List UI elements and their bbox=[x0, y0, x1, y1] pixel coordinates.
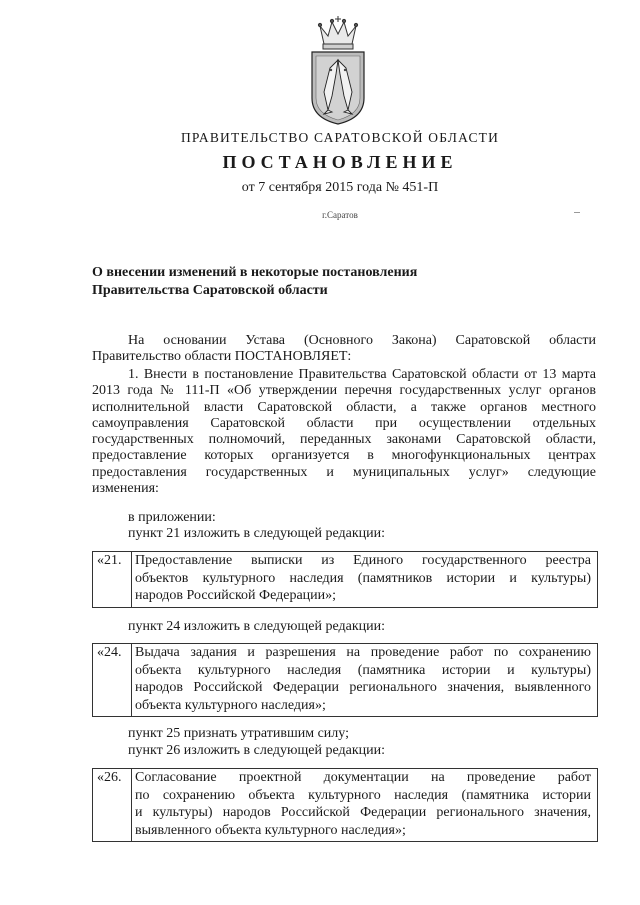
item-21-intro: пункт 21 изложить в следующей редакции: bbox=[128, 526, 385, 541]
text-line: предоставления государственных и муниципальных услуг» следующие bbox=[92, 464, 596, 480]
text-line: народов Российской Федерации регионального значения, выявленного bbox=[135, 680, 591, 695]
title-line: Правительства Саратовской области bbox=[92, 283, 328, 298]
item-26-intro: пункт 26 изложить в следующей редакции: bbox=[128, 743, 385, 758]
text-line: народов Российской Федерации»; bbox=[135, 588, 337, 603]
text-line: и культуры) народов Российской Федерации регионального значения, bbox=[135, 805, 591, 820]
item-25-line: пункт 25 признать утратившим силу; bbox=[128, 726, 349, 741]
text-line: предоставление которых организуется в многофункциональных центрах bbox=[92, 448, 596, 464]
item-24-intro: пункт 24 изложить в следующей редакции: bbox=[128, 619, 385, 634]
text-line: изменения: bbox=[92, 481, 159, 497]
document-title bbox=[92, 264, 417, 300]
document-city: г.Саратов bbox=[322, 210, 358, 220]
government-name: ПРАВИТЕЛЬСТВО САРАТОВСКОЙ ОБЛАСТИ bbox=[180, 130, 500, 145]
text-line: государственных полномочий, переданных законами Саратовской области, bbox=[92, 432, 596, 448]
text-line: объекта культурного наследия (памятника истории и культуры) bbox=[135, 662, 591, 678]
item-number: «26. bbox=[93, 769, 132, 841]
text-line: по сохранению объекта культурного наследия (памятника истории bbox=[135, 787, 591, 803]
margin-mark bbox=[574, 212, 580, 217]
text-line: самоуправления Саратовской области при осуществлении отдельных bbox=[92, 415, 596, 431]
coat-of-arms-emblem bbox=[306, 14, 370, 126]
item-text bbox=[135, 644, 597, 714]
text-line: Выдача задания и разрешения на проведение работ по сохранению bbox=[135, 645, 591, 660]
item-number: «21. bbox=[93, 552, 132, 607]
document-type: ПОСТАНОВЛЕНИЕ bbox=[222, 152, 458, 172]
item-number: «24. bbox=[93, 644, 132, 716]
item-text bbox=[135, 769, 597, 839]
text-line: Правительство области ПОСТАНОВЛЯЕТ: bbox=[92, 349, 352, 365]
text-line: 1. Внести в постановление Правительства Саратовской области от 13 марта bbox=[128, 367, 596, 382]
text-line: выявленного объекта культурного наследия»; bbox=[135, 822, 406, 838]
text-line: Предоставление выписки из Единого государственного реестра bbox=[135, 553, 591, 568]
annex-line: в приложении: bbox=[128, 510, 216, 525]
text-line: 2013 года № 111-П «Об утверждении перечня государственных услуг органов bbox=[92, 383, 596, 399]
item-24-box bbox=[92, 643, 598, 717]
text-line: объектов культурного наследия (памятников истории и культуры) bbox=[135, 570, 591, 586]
text-line: объекта культурного наследия»; bbox=[135, 697, 326, 713]
intro-paragraph bbox=[92, 333, 596, 366]
title-line: О внесении изменений в некоторые постановления bbox=[92, 265, 418, 280]
text-line: Согласование проектной документации на проведение работ bbox=[135, 770, 591, 785]
amendment-paragraph bbox=[92, 367, 596, 497]
item-21-box bbox=[92, 551, 598, 608]
item-26-box bbox=[92, 768, 598, 842]
text-line: На основании Устава (Основного Закона) Саратовской области bbox=[128, 333, 596, 348]
item-text bbox=[135, 552, 597, 605]
document-date-number: от 7 сентября 2015 года № 451-П bbox=[241, 180, 439, 195]
text-line: исполнительной власти Саратовской области, а также органов местного bbox=[92, 399, 596, 415]
